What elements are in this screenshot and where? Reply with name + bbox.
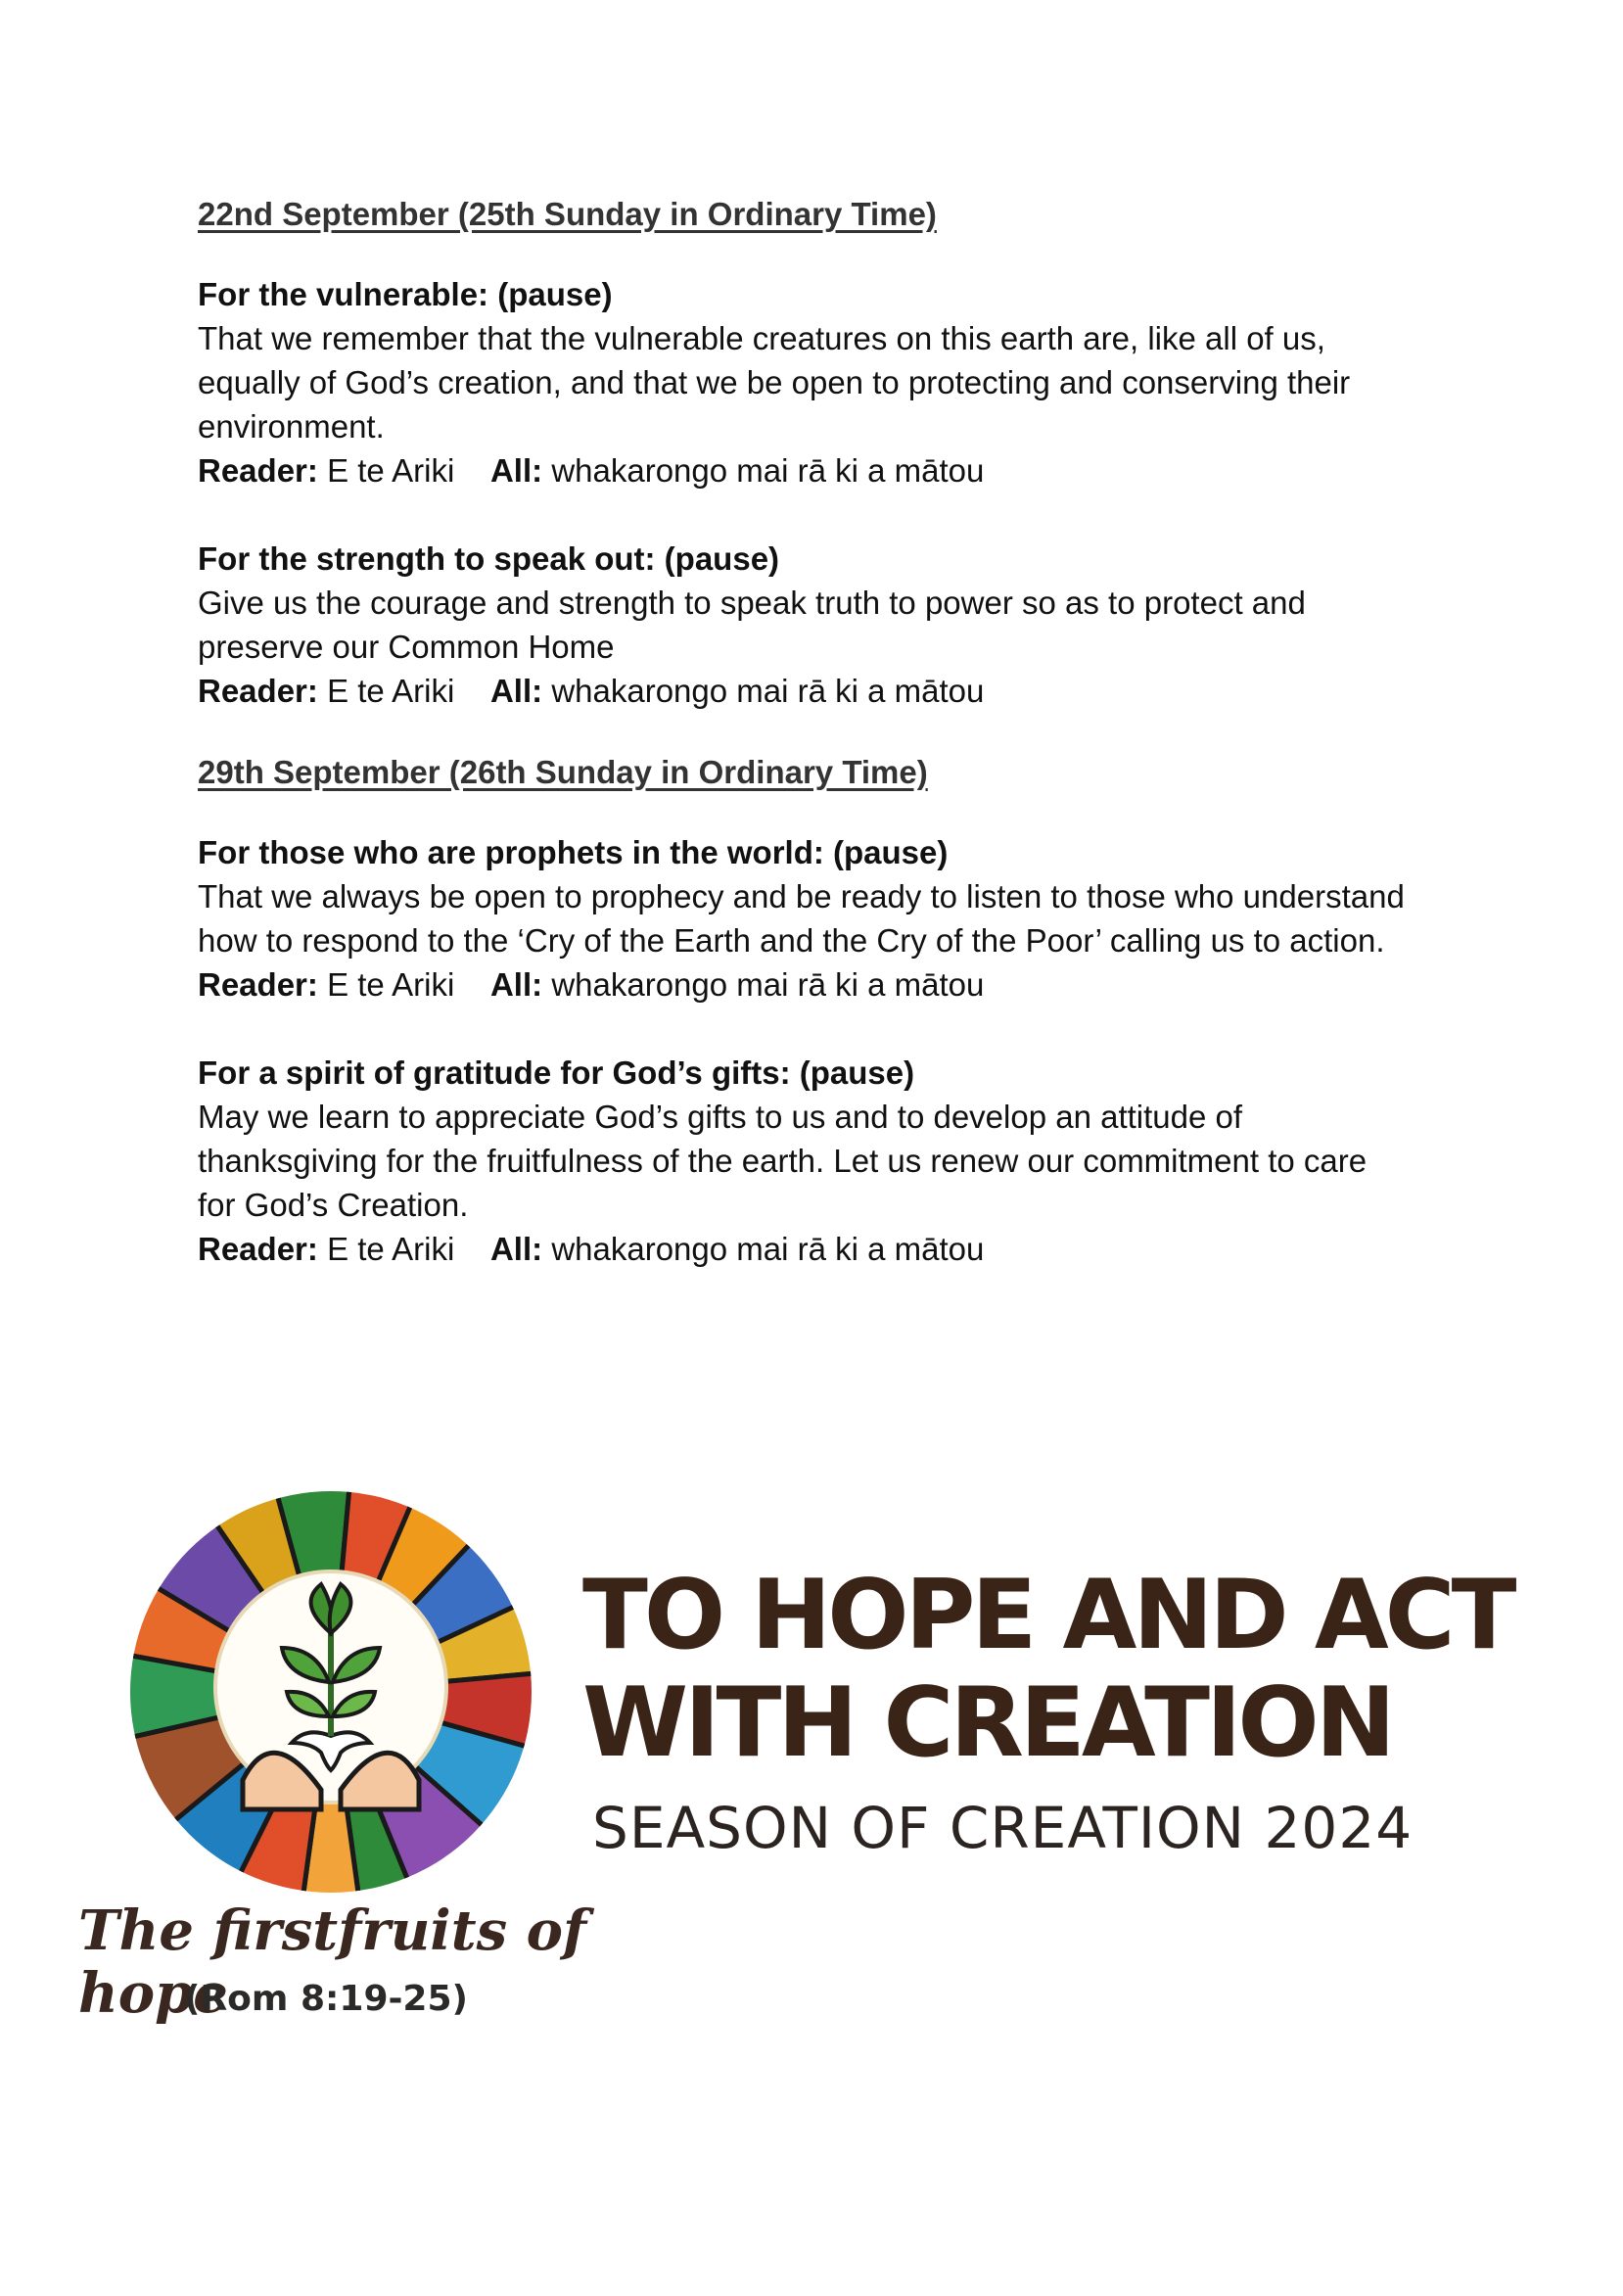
all-label: All: xyxy=(489,452,543,489)
banner-subtitle: SEASON OF CREATION 2024 xyxy=(592,1795,1414,1861)
season-of-creation-banner xyxy=(0,1469,1623,2095)
reader-label: Reader: xyxy=(198,966,318,1003)
date-heading: 29th September (26th Sunday in Ordinary Time) xyxy=(198,754,928,790)
petition xyxy=(198,1051,1470,1271)
reader-label: Reader: xyxy=(198,1231,318,1267)
petition-body: May we learn to appreciate God’s gifts to us and to develop an attitude of thanksgiving for the fruitfulness of the earth. Let us renew our commitment to care for God’s Creation. xyxy=(198,1099,1368,1223)
reader-text: E te Ariki xyxy=(327,452,455,489)
all-text: whakarongo mai rā ki a mātou xyxy=(551,1231,985,1267)
all-label: All: xyxy=(489,1231,543,1267)
response-line xyxy=(198,1227,1470,1271)
petition-body: That we always be open to prophecy and be ready to listen to those who understand how to respond to the ‘Cry of the Earth and the Cry of the Poor’ calling us to action. xyxy=(198,878,1405,959)
banner-title xyxy=(582,1562,1561,1777)
reader-label: Reader: xyxy=(198,452,318,489)
petition-body: Give us the courage and strength to speak truth to power so as to protect and preserve our Common Home xyxy=(198,585,1306,665)
petition xyxy=(198,272,1470,492)
reader-text: E te Ariki xyxy=(327,1231,455,1267)
scripture-reference: (Rom 8:19-25) xyxy=(184,1979,468,2019)
petition xyxy=(198,537,1470,713)
reader-text: E te Ariki xyxy=(327,673,455,709)
petition xyxy=(198,830,1470,1007)
petition-title: For the vulnerable: (pause) xyxy=(198,276,613,312)
all-label: All: xyxy=(489,966,543,1003)
banner-tagline: The firstfruits of hope xyxy=(78,1898,587,2026)
all-text: whakarongo mai rā ki a mātou xyxy=(551,673,985,709)
reader-label: Reader: xyxy=(198,673,318,709)
petition-title: For those who are prophets in the world: (pause) xyxy=(198,834,949,870)
banner-title-line2: WITH CREATION xyxy=(582,1667,1392,1779)
hands-circle-seedling-dove-icon xyxy=(125,1486,536,1898)
response-line xyxy=(198,962,1470,1007)
all-label: All: xyxy=(489,673,543,709)
all-text: whakarongo mai rā ki a mātou xyxy=(551,966,985,1003)
response-line xyxy=(198,669,1470,713)
prayer-text xyxy=(198,192,1470,1271)
petition-body: That we remember that the vulnerable creatures on this earth are, like all of us, equally of God’s creation, and that we be open to protecting and conserving their environment. xyxy=(198,320,1351,445)
all-text: whakarongo mai rā ki a mātou xyxy=(551,452,985,489)
date-heading: 22nd September (25th Sunday in Ordinary Time) xyxy=(198,196,937,232)
response-line xyxy=(198,448,1470,492)
petition-title: For a spirit of gratitude for God’s gifts: (pause) xyxy=(198,1054,915,1091)
banner-title-line1: TO HOPE AND ACT xyxy=(582,1560,1513,1671)
petition-title: For the strength to speak out: (pause) xyxy=(198,540,780,577)
reader-text: E te Ariki xyxy=(327,966,455,1003)
